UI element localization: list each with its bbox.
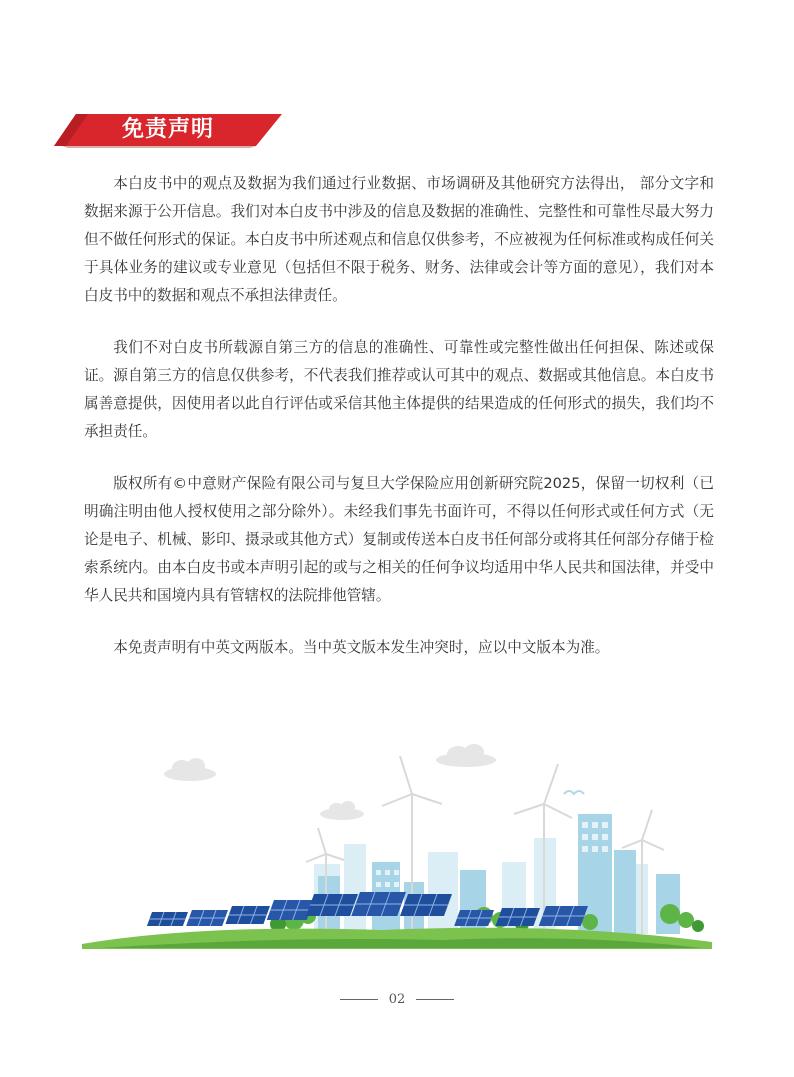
city-solar-wind-illustration: [82, 744, 712, 949]
disclaimer-body: [84, 170, 714, 686]
paragraph-3: 版权所有©中意财产保险有限公司与复旦大学保险应用创新研究院2025，保留一切权利（已明确注明由他人授权使用之部分除外）。未经我们事先书面许可，不得以任何形式或任何方式（无论是电子、机械、影印、摄录或其他方式）复制或传送本白皮书任何部分或将其任何部分存储于检索系统内。由本白皮书或本声明引起的或与之相关的任何争议均适用中华人民共和国法律，并受中华人民共和国境内具有管辖权的法院排他管辖。: [84, 475, 714, 604]
cloud-icon: [164, 744, 496, 820]
paragraph-2: 我们不对白皮书所载源自第三方的信息的准确性、可靠性或完整性做出任何担保、陈述或保证。源自第三方的信息仅供参考，不代表我们推荐或认可其中的观点、数据或其他信息。本白皮书属善意提供，因使用者以此自行评估或采信其他主体提供的结果造成的任何形式的损失，我们均不承担责任。: [84, 339, 714, 440]
footer-divider-right: [416, 999, 454, 1000]
title-banner: [54, 112, 286, 148]
paragraph-4: 本免责声明有中英文两版本。当中英文版本发生冲突时，应以中文版本为准。: [113, 639, 610, 656]
page-title: 免责声明: [122, 117, 215, 142]
page-number: 02: [388, 992, 406, 1007]
footer-divider-left: [340, 999, 378, 1000]
paragraph-1: 本白皮书中的观点及数据为我们通过行业数据、市场调研及其他研究方法得出， 部分文字和数据来源于公开信息。我们对本白皮书中涉及的信息及数据的准确性、完整性和可靠性尽最大努力但不做任何形式的保证。本白皮书中所述观点和信息仅供参考，不应被视为任何标准或构成任何关于具体业务的建议或专业意见（包括但不限于税务、财务、法律或会计等方面的意见），我们对本白皮书中的数据和观点不承担法律责任。: [84, 175, 714, 304]
page-footer: [0, 990, 794, 1010]
